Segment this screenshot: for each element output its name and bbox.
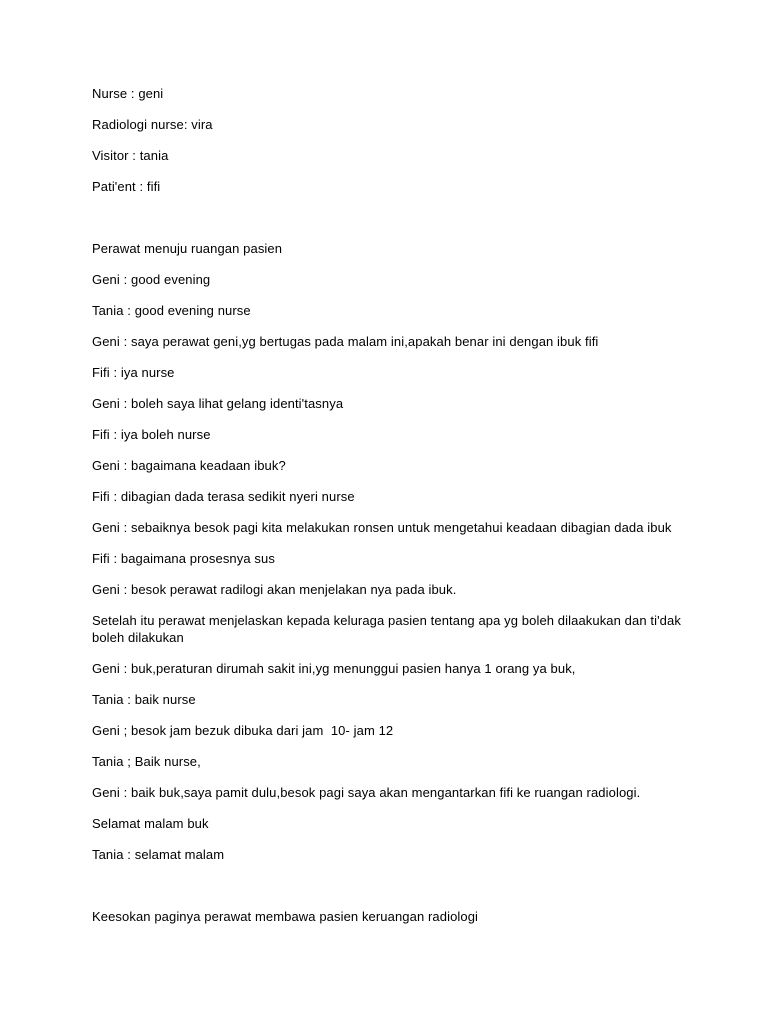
cast-line-patient: Pati'ent : fifi xyxy=(92,179,161,194)
cast-line-radiologi-nurse: Radiologi nurse: vira xyxy=(92,117,213,132)
blank-line xyxy=(92,877,692,894)
cast-line-nurse: Nurse : geni xyxy=(92,86,164,101)
dialogue-line: Geni : bagaimana keadaan ibuk? xyxy=(92,458,286,473)
dialogue-line: Geni : good evening xyxy=(92,272,211,287)
dialogue-line: Tania : baik nurse xyxy=(92,692,196,707)
dialogue-line: Geni : besok perawat radilogi akan menjelakan nya pada ibuk. xyxy=(92,582,457,597)
dialogue-line: Fifi : iya nurse xyxy=(92,365,175,380)
document-body xyxy=(92,85,692,939)
dialogue-line: Tania : good evening nurse xyxy=(92,303,251,318)
dialogue-line: Fifi : bagaimana prosesnya sus xyxy=(92,551,275,566)
cast-line-visitor: Visitor : tania xyxy=(92,148,169,163)
dialogue-line: Fifi : iya boleh nurse xyxy=(92,427,211,442)
scene-heading: Perawat menuju ruangan pasien xyxy=(92,241,283,256)
blank-line xyxy=(92,209,692,226)
dialogue-line: Fifi : dibagian dada terasa sedikit nyeri nurse xyxy=(92,489,355,504)
dialogue-line: Geni ; besok jam bezuk dibuka dari jam 10- jam 12 xyxy=(92,723,394,738)
dialogue-line: Tania : selamat malam xyxy=(92,847,225,862)
dialogue-line: Selamat malam buk xyxy=(92,816,209,831)
scene-heading: Keesokan paginya perawat membawa pasien keruangan radiologi xyxy=(92,909,479,924)
dialogue-line: Geni : boleh saya lihat gelang identi'tasnya xyxy=(92,396,344,411)
dialogue-line: Geni : saya perawat geni,yg bertugas pada malam ini,apakah benar ini dengan ibuk fifi xyxy=(92,334,599,349)
dialogue-line: Tania ; Baik nurse, xyxy=(92,754,201,769)
dialogue-line: Geni : baik buk,saya pamit dulu,besok pagi saya akan mengantarkan fifi ke ruangan radiologi. xyxy=(92,785,641,800)
dialogue-line: Geni : buk,peraturan dirumah sakit ini,yg menunggui pasien hanya 1 orang ya buk, xyxy=(92,661,576,676)
dialogue-line: Geni : sebaiknya besok pagi kita melakukan ronsen untuk mengetahui keadaan dibagian dada ibuk xyxy=(92,520,672,535)
narration-paragraph: Setelah itu perawat menjelaskan kepada keluraga pasien tentang apa yg boleh dilaakukan dan ti'dak boleh dilakukan xyxy=(92,613,685,645)
